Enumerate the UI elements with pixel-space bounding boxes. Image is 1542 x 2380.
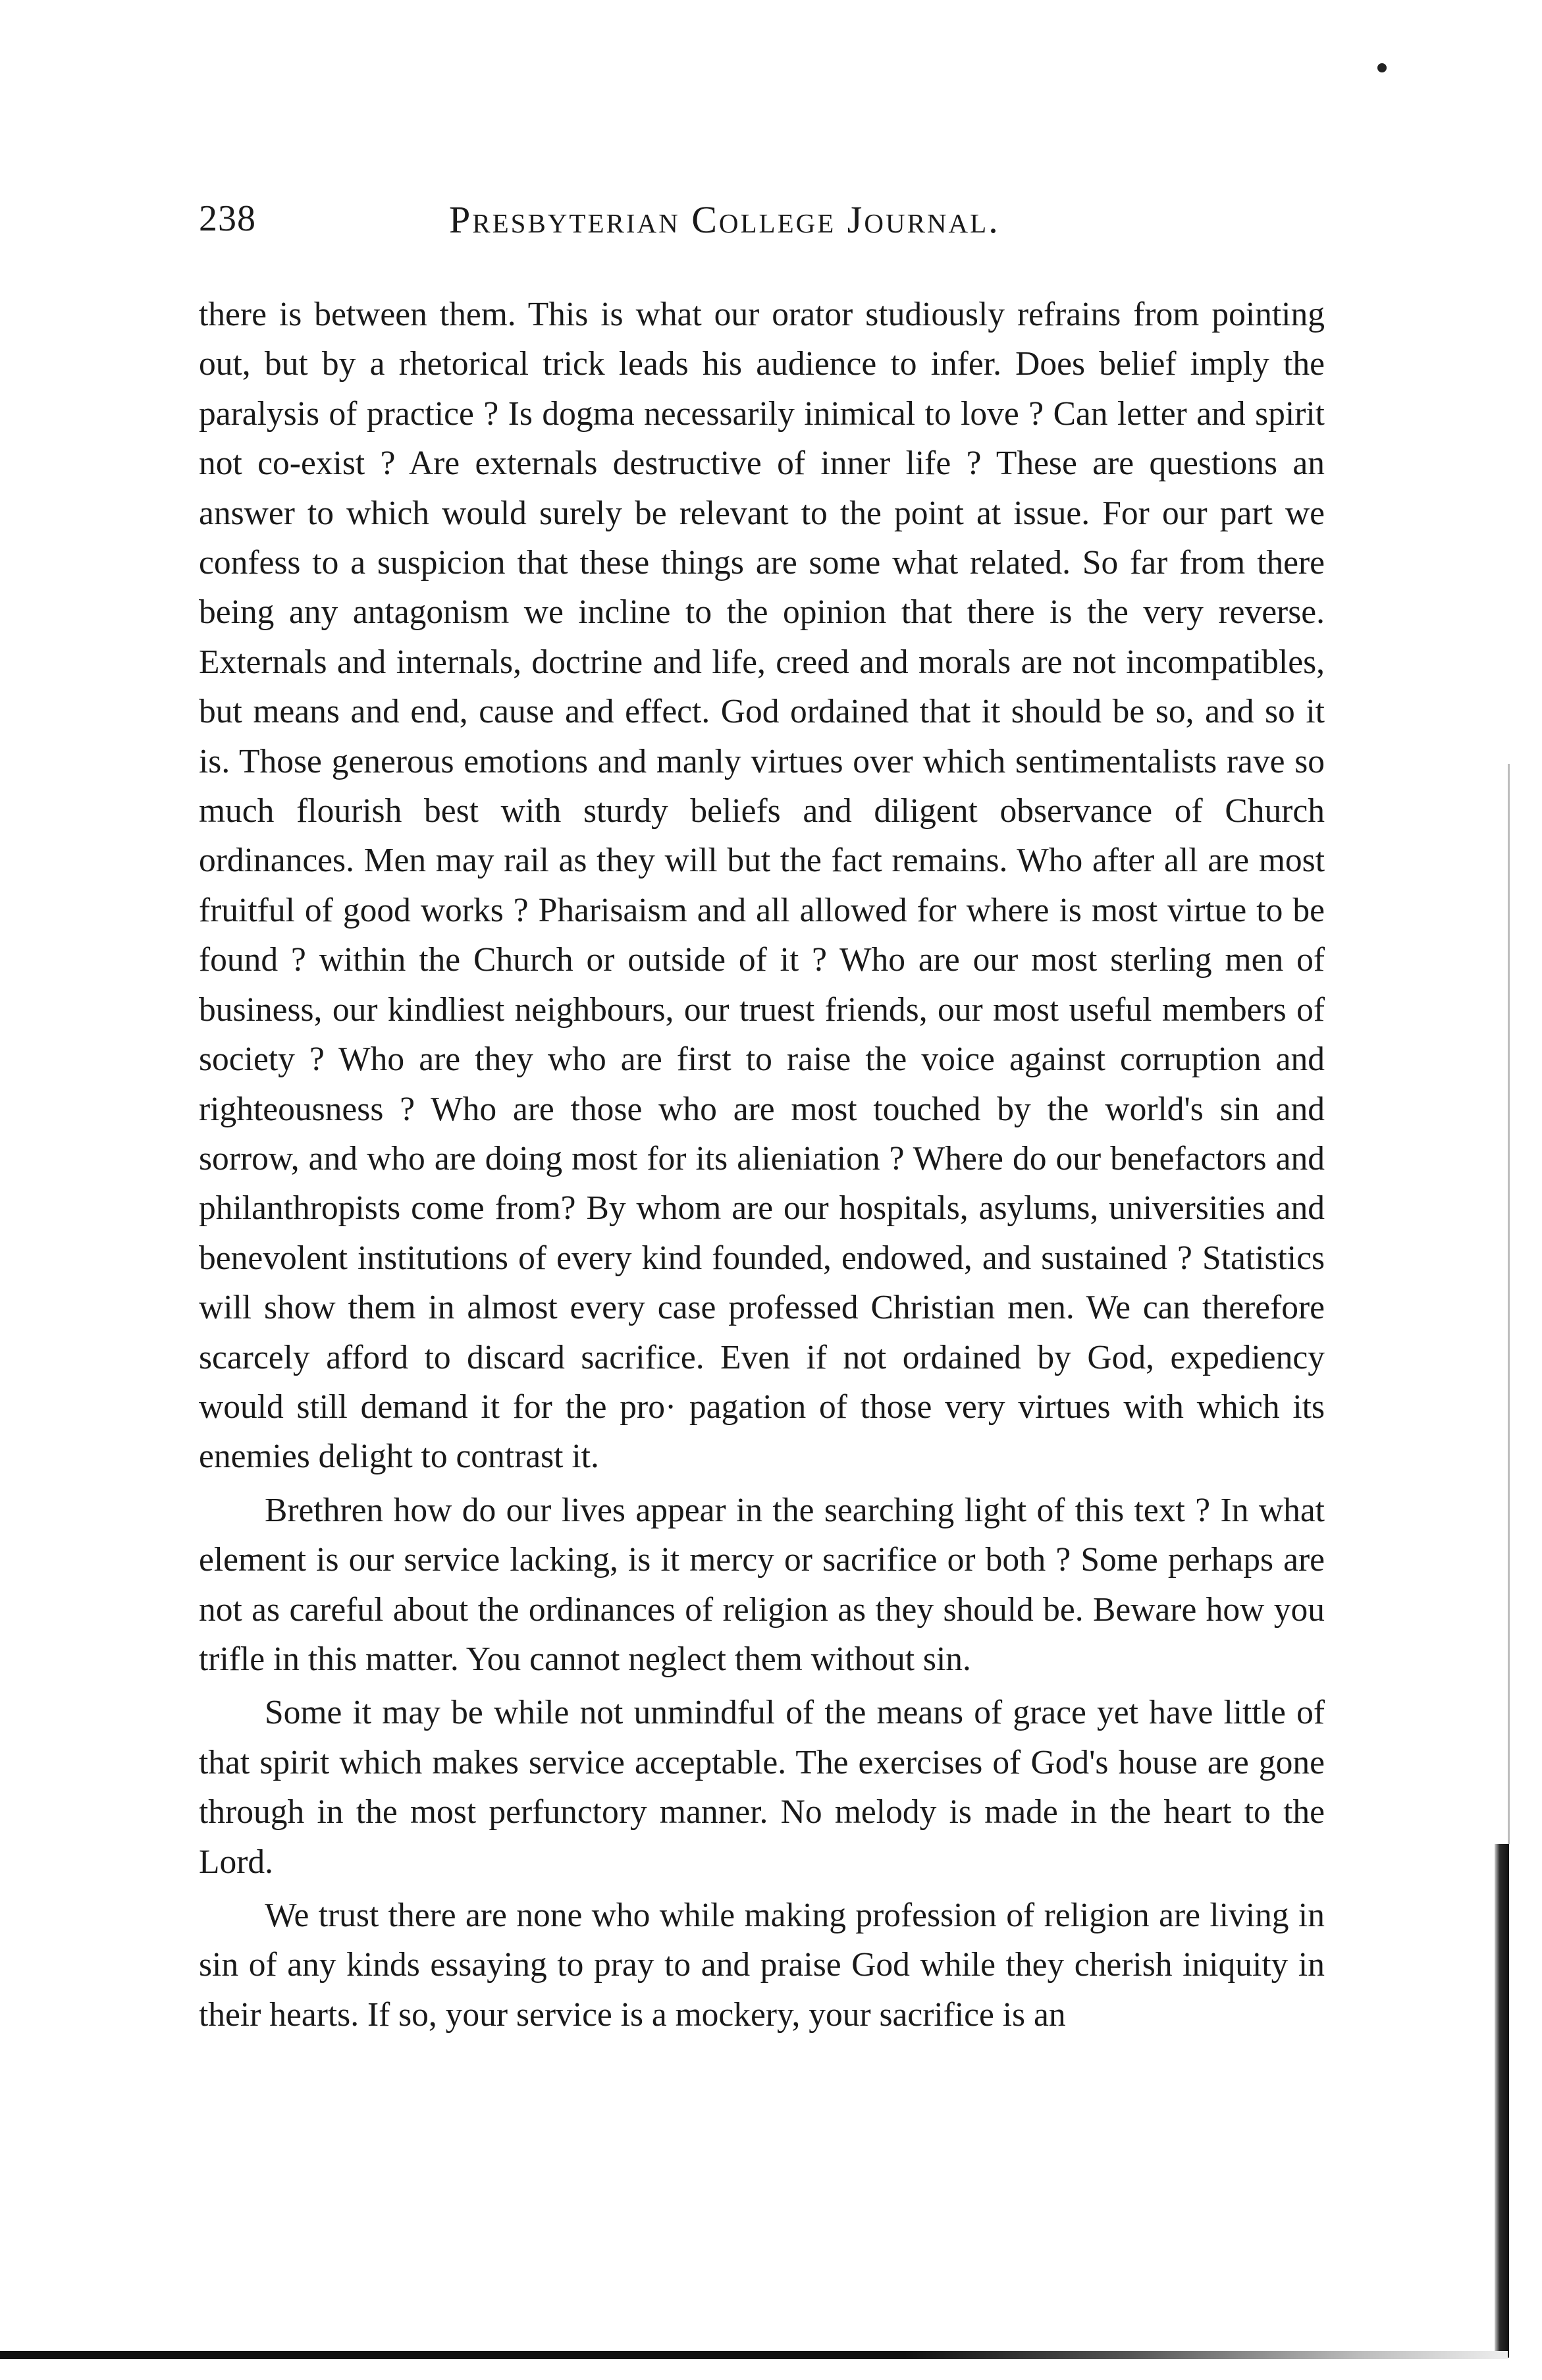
running-head bbox=[199, 198, 1325, 257]
paragraph-continuation: there is between them. This is what our orator studiously refrains from pointing out, but by a rhetorical trick leads his audience to infer. Does belief imply the paralysis of practice ? Is dogma necessarily inimical to love ? Can letter and spirit not co-exist ? Are externals destructive of inner life ? These are questions an answer to which would surely be relevant to the point at issue. For our part we confess to a suspicion that these things are some what related. So far from there being any antagonism we incline to the opinion that there is the very reverse. Externals and internals, doctrine and life, creed and morals are not incompatibles, but means and end, cause and effect. God ordained that it should be so, and so it is. Those generous emotions and manly virtues over which sentimentalists rave so much flourish best with sturdy beliefs and diligent observance of Church ordinances. Men may rail as they will but the fact remains. Who after all are most fruitful of good works ? Pharisaism and all allowed for where is most virtue to be found ? within the Church or outside of it ? Who are our most sterling men of business, our kindliest neighbours, our truest friends, our most useful members of society ? Who are they who are first to raise the voice against corruption and righteousness ? Who are those who are most touched by the world's sin and sorrow, and who are doing most for its alieniation ? Where do our benefactors and philanthropists come from? By whom are our hospitals, asylums, universities and benevolent institutions of every kind founded, endowed, and sustained ? Statistics will show them in almost every case professed Christian men. We can therefore scarcely afford to discard sacrifice. Even if not ordained by God, expediency would still demand it for the pro· pagation of those very virtues with which its enemies delight to contrast it. bbox=[199, 296, 1325, 1476]
scan-margin-line bbox=[1508, 764, 1510, 1844]
body-text bbox=[199, 290, 1325, 2040]
paragraph: We trust there are none who while making profession of religion are living in sin of any kinds essaying to pray to and praise God while they cherish iniquity in their hearts. If so, your service is a mockery, your sacrifice is an bbox=[199, 1897, 1325, 2034]
paragraph: Some it may be while not unmindful of the means of grace yet have little of that spirit which makes service acceptable. The exercises of God's house are gone through in the most perfunctory manner. No melody is made in the heart to the Lord. bbox=[199, 1694, 1325, 1881]
paragraph: Brethren how do our lives appear in the searching light of this text ? In what element is our service lacking, is it mercy or sacrifice or both ? Some perhaps are not as careful about the ordinances of religion as they should be. Beware how you trifle in this matter. You cannot neglect them without sin. bbox=[199, 1491, 1325, 1678]
scan-page-edge bbox=[1495, 1844, 1509, 2358]
ink-speck bbox=[1377, 63, 1387, 72]
scan-bottom-edge bbox=[0, 2351, 1508, 2359]
journal-title: Presbyterian College Journal. bbox=[449, 198, 1000, 241]
page-number: 238 bbox=[199, 198, 256, 239]
